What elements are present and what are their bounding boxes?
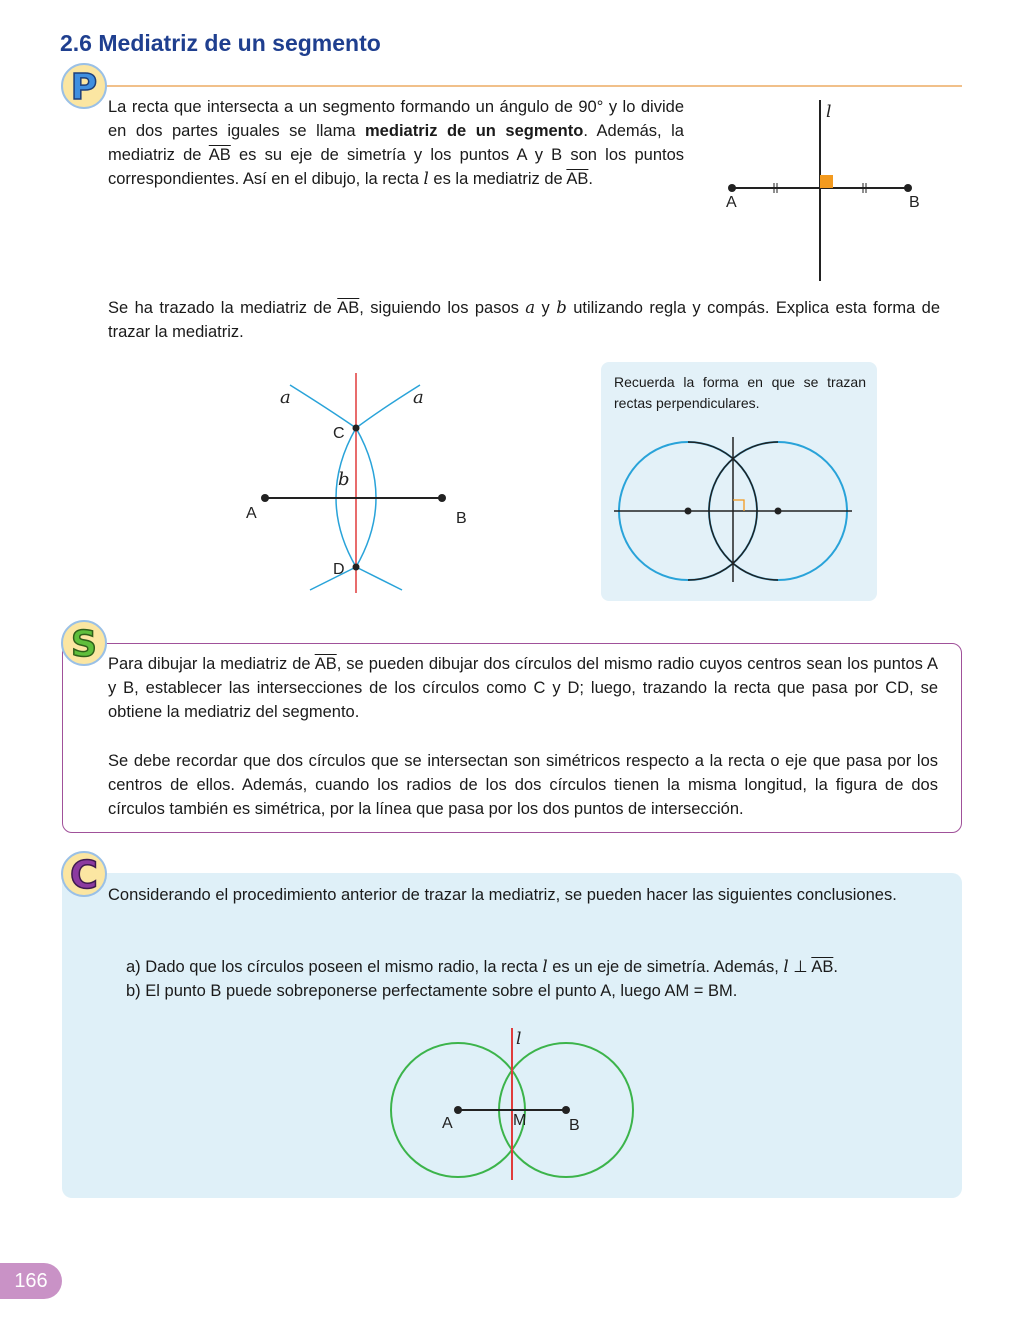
definition-text <box>108 95 684 191</box>
task-part: , siguiendo los pasos <box>359 299 526 317</box>
conclusion-intro: Considerando el procedimiento anterior de trazar la mediatriz, se pueden hacer las siguientes conclusiones. <box>108 886 897 904</box>
solution-part: Para dibujar la mediatriz de <box>108 655 315 673</box>
item-text: . <box>833 958 838 976</box>
definition-part: es la mediatriz de <box>428 170 567 188</box>
label-d: D <box>333 561 345 578</box>
definition-part: La recta que intersecta a un segmento formando un ángulo de 90° y lo divide en dos partes iguales se llama <box>108 98 684 140</box>
segment-ab: $\overline{AB}$ <box>314 655 337 673</box>
title-rule <box>96 85 962 87</box>
s-badge-icon <box>60 619 108 667</box>
item-text: El punto B puede sobreponerse perfectamente sobre el punto A, luego AM = BM. <box>145 982 738 1000</box>
segment-ab: $\overline{AB}$ <box>337 299 360 317</box>
task-part: utilizando regla y compás. Explica esta forma de trazar la mediatriz. <box>108 299 941 341</box>
definition-part: es su eje de simetría y los puntos A y B son los puntos correspondientes. Así en el dibujo, la recta <box>108 146 685 188</box>
point-a <box>261 494 269 502</box>
task-text <box>108 296 940 344</box>
label-a: A <box>726 194 737 211</box>
conclusion-item-b <box>126 979 926 1003</box>
p-badge-icon <box>60 62 108 110</box>
solution-paragraph-2: Se debe recordar que dos círculos que se intersectan son simétricos respecto a la recta o eje que pasa por los centros de ellos. Además, cuando los radios de los dos círculos tienen la misma longitud, la figura de dos círculos también es simétrica, por la línea que pasa por los dos puntos de intersección. <box>108 752 938 818</box>
task-part: y <box>535 299 557 317</box>
c-badge-letter: C <box>70 853 98 897</box>
label-b: B <box>909 194 920 211</box>
point-d <box>353 564 360 571</box>
step-b: b <box>556 298 567 317</box>
line-l: l <box>783 957 789 976</box>
perpendicular-circles-figure <box>610 432 860 587</box>
s-badge-letter: S <box>71 624 97 665</box>
item-text: Dado que los círculos poseen el mismo radio, la recta <box>145 958 543 976</box>
compass-construction-figure <box>230 365 490 600</box>
right-angle-mark <box>820 175 833 188</box>
label-c: C <box>333 425 345 442</box>
label-m: M <box>513 1112 527 1129</box>
label-a: A <box>246 505 257 522</box>
point-a <box>728 184 736 192</box>
task-part: Se ha trazado la mediatriz de <box>108 299 338 317</box>
page-number: 166 <box>0 1263 62 1299</box>
page-title: 2.6 Mediatriz de un segmento <box>60 30 381 56</box>
arc-a-left <box>290 385 356 428</box>
item-text: es un eje de simetría. Además, <box>547 958 784 976</box>
segment-ab: $\overline{AB}$ <box>208 146 231 164</box>
c-badge-icon <box>60 850 108 898</box>
point-b <box>438 494 446 502</box>
perpendicular-symbol: ⊥ <box>788 958 812 976</box>
label-b: B <box>569 1117 580 1134</box>
arc-a-right <box>356 385 420 428</box>
item-marker: a) <box>126 958 141 976</box>
point-b <box>904 184 912 192</box>
line-l: l <box>542 957 548 976</box>
label-b: B <box>456 510 467 527</box>
solution-part: , se pueden dibujar dos círculos del mismo radio cuyos centros sean los puntos A y B, establecer las intersecciones de los círculos como C y D; luego, trazando la recta que pasa por CD, se obtiene la mediatriz del segmento. <box>108 655 938 721</box>
label-a-arc: a <box>413 387 424 408</box>
label-l: l <box>516 1029 522 1049</box>
definition-part: . <box>588 170 593 188</box>
solution-paragraph-1 <box>108 652 938 724</box>
point-c <box>353 425 360 432</box>
point-a <box>454 1106 462 1114</box>
definition-part: . Además, la mediatriz de <box>108 122 684 164</box>
label-a: A <box>442 1115 453 1132</box>
label-b-arc: b <box>338 469 350 490</box>
segment-ab: $\overline{AB}$ <box>811 958 834 976</box>
label-l: l <box>826 102 832 122</box>
hint-text: Recuerda la forma en que se trazan rectas perpendiculares. <box>614 374 866 411</box>
label-a-arc: a <box>280 387 291 408</box>
center-right <box>775 508 782 515</box>
arc-tail <box>356 567 402 590</box>
right-angle-mark <box>733 500 744 511</box>
bisector-figure <box>700 95 940 290</box>
symmetric-circles-figure <box>380 1020 645 1185</box>
point-b <box>562 1106 570 1114</box>
line-l: l <box>423 169 429 188</box>
segment-ab: $\overline{AB}$ <box>566 170 589 188</box>
conclusion-item-a <box>126 955 926 979</box>
definition-term: mediatriz de un segmento <box>365 122 584 140</box>
item-marker: b) <box>126 982 141 1000</box>
center-left <box>685 508 692 515</box>
p-badge-letter: P <box>70 67 98 108</box>
step-a: a <box>525 298 536 317</box>
